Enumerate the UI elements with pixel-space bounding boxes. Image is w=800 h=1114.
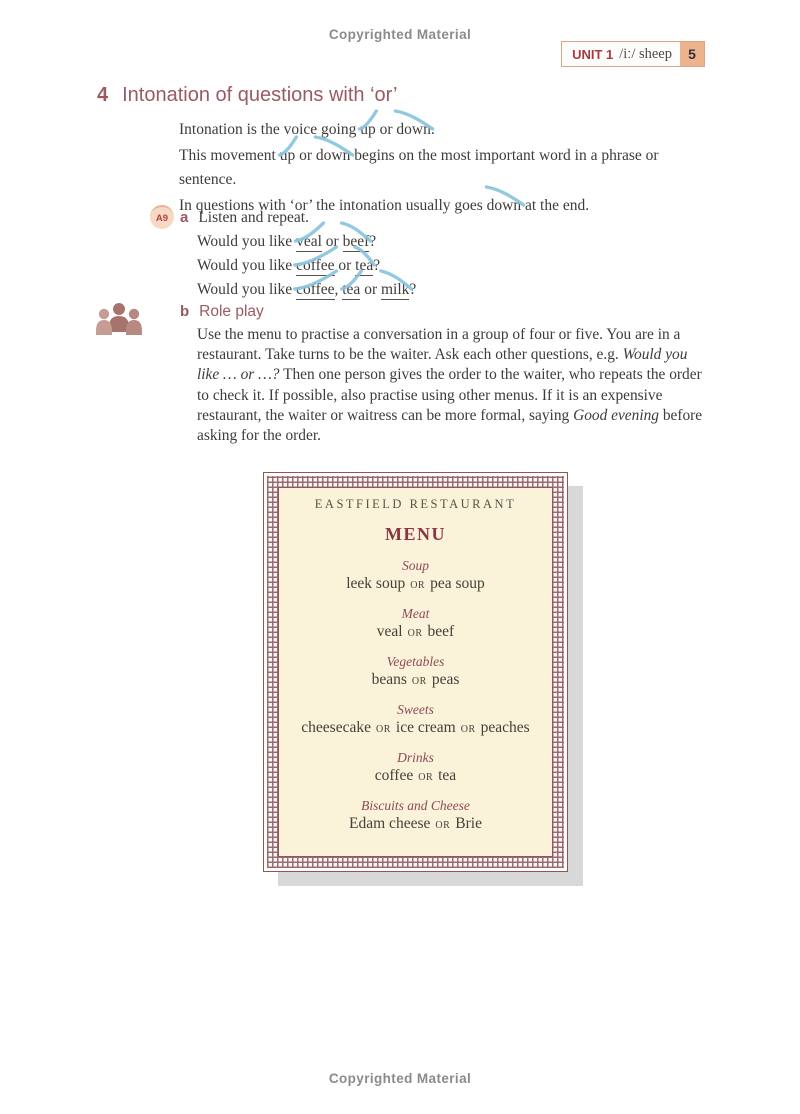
menu-item: veal (376, 623, 403, 640)
unit-number-label: UNIT 1 (572, 46, 614, 62)
menu-item: pea soup (430, 575, 485, 592)
or-separator: OR (407, 628, 423, 639)
intonation-word: tea (342, 278, 360, 302)
example-phrase: Good evening (573, 406, 659, 424)
menu-title: MENU (385, 524, 446, 544)
intonation-word: beef (343, 230, 370, 254)
menu-items-line (279, 575, 552, 593)
menu-items-line (279, 815, 552, 833)
menu-item: ice cream (395, 719, 456, 736)
menu-items-line (279, 767, 552, 785)
menu-section (279, 654, 552, 689)
menu-section-heading: Vegetables (386, 654, 445, 669)
menu-item: beef (427, 623, 455, 640)
intro-line-2: This movement up or down begins on the most important word in a phrase or sentence. (179, 144, 695, 193)
section-title: Intonation of questions with ‘or’ (122, 84, 398, 106)
menu-sections (279, 558, 552, 833)
section-heading (97, 84, 397, 107)
question-line: Would you like coffee, tea or milk? (197, 278, 416, 302)
exercise-a-instruction-row (180, 206, 416, 230)
menu-item: leek soup (346, 575, 406, 592)
intonation-word-down: down (396, 118, 430, 143)
menu-section (279, 750, 552, 785)
copyright-banner-top: Copyrighted Material (328, 27, 472, 42)
group-work-icon (95, 301, 143, 342)
menu-section-heading: Biscuits and Cheese (361, 798, 470, 813)
menu-section-heading: Soup (402, 558, 429, 573)
menu-items-line (279, 671, 552, 689)
greek-key-border (267, 476, 564, 868)
section-number: 4 (97, 84, 109, 106)
menu-item: peaches (480, 719, 530, 736)
exercise-a (180, 206, 416, 302)
menu-section (279, 606, 552, 641)
exercise-letter: b (180, 303, 190, 320)
menu-section (279, 798, 552, 833)
intonation-word-up: up (360, 118, 376, 143)
headphones-audio-icon: A9 (150, 205, 174, 229)
menu-section (279, 702, 552, 737)
intro-paragraphs (179, 118, 695, 219)
page-number-badge: 5 (680, 42, 704, 66)
menu-item: peas (431, 671, 460, 688)
question-line: Would you like coffee or tea? (197, 254, 416, 278)
exercise-b-heading (180, 303, 264, 321)
intonation-word: veal (296, 230, 322, 254)
or-separator: OR (460, 724, 476, 735)
unit-label-zone (562, 42, 680, 66)
intonation-word: tea (355, 254, 373, 278)
or-separator: OR (435, 820, 451, 831)
question-line: Would you like veal or beef? (197, 230, 416, 254)
exercise-instruction: Listen and repeat. (198, 209, 309, 226)
exercise-letter: a (180, 209, 189, 226)
menu-item: cheesecake (301, 719, 371, 736)
unit-phonetic-label: /iː/ sheep (619, 45, 672, 62)
intonation-word-up: up (280, 144, 296, 169)
exercise-b-title: Role play (199, 303, 264, 320)
menu-item: coffee (374, 767, 414, 784)
exercise-b-instructions: Use the menu to practise a conversation in a group of four or five. You are in a restaurant. Take turns to be the waiter. Ask each other questions, e.g. Would you like … or …? Then one person gives the order to the waiter, who repeats the order to check it. If possible, also practise using other menus. If it is an expensive restaurant, the waiter or waitress can be more formal, saying Good evening before asking for the order. (197, 326, 703, 445)
menu-section-heading: Sweets (397, 702, 434, 717)
menu-section (279, 558, 552, 593)
copyright-banner-bottom: Copyrighted Material (328, 1071, 472, 1086)
example-questions (197, 230, 416, 302)
example-phrase: Would you like … or …? (197, 346, 688, 384)
menu-item: Brie (455, 815, 482, 832)
or-separator: OR (376, 724, 391, 735)
or-separator: OR (410, 580, 426, 591)
unit-header-bar (561, 41, 705, 67)
menu-item: Edam cheese (349, 815, 431, 832)
or-separator: OR (411, 676, 427, 687)
menu-item: tea (438, 767, 457, 784)
menu-section-heading: Drinks (397, 750, 434, 765)
menu-items-line (279, 623, 552, 641)
intro-line-1: Intonation is the voice going up or down. (179, 118, 695, 143)
intonation-word-down: down (316, 144, 350, 169)
menu-inner-panel (278, 487, 553, 857)
restaurant-name: EASTFIELD RESTAURANT (314, 497, 517, 511)
menu-section-heading: Meat (401, 606, 430, 621)
intonation-word: coffee (296, 254, 334, 278)
intonation-word: coffee (296, 278, 334, 302)
or-separator: OR (418, 772, 434, 783)
intro-line-3: In questions with ‘or’ the intonation usually goes down at the end. (179, 194, 695, 219)
restaurant-menu-card (263, 472, 568, 872)
intonation-word: milk (381, 278, 409, 302)
intonation-word-down: down (487, 194, 521, 219)
menu-items-line (279, 719, 552, 737)
menu-item: beans (371, 671, 407, 688)
